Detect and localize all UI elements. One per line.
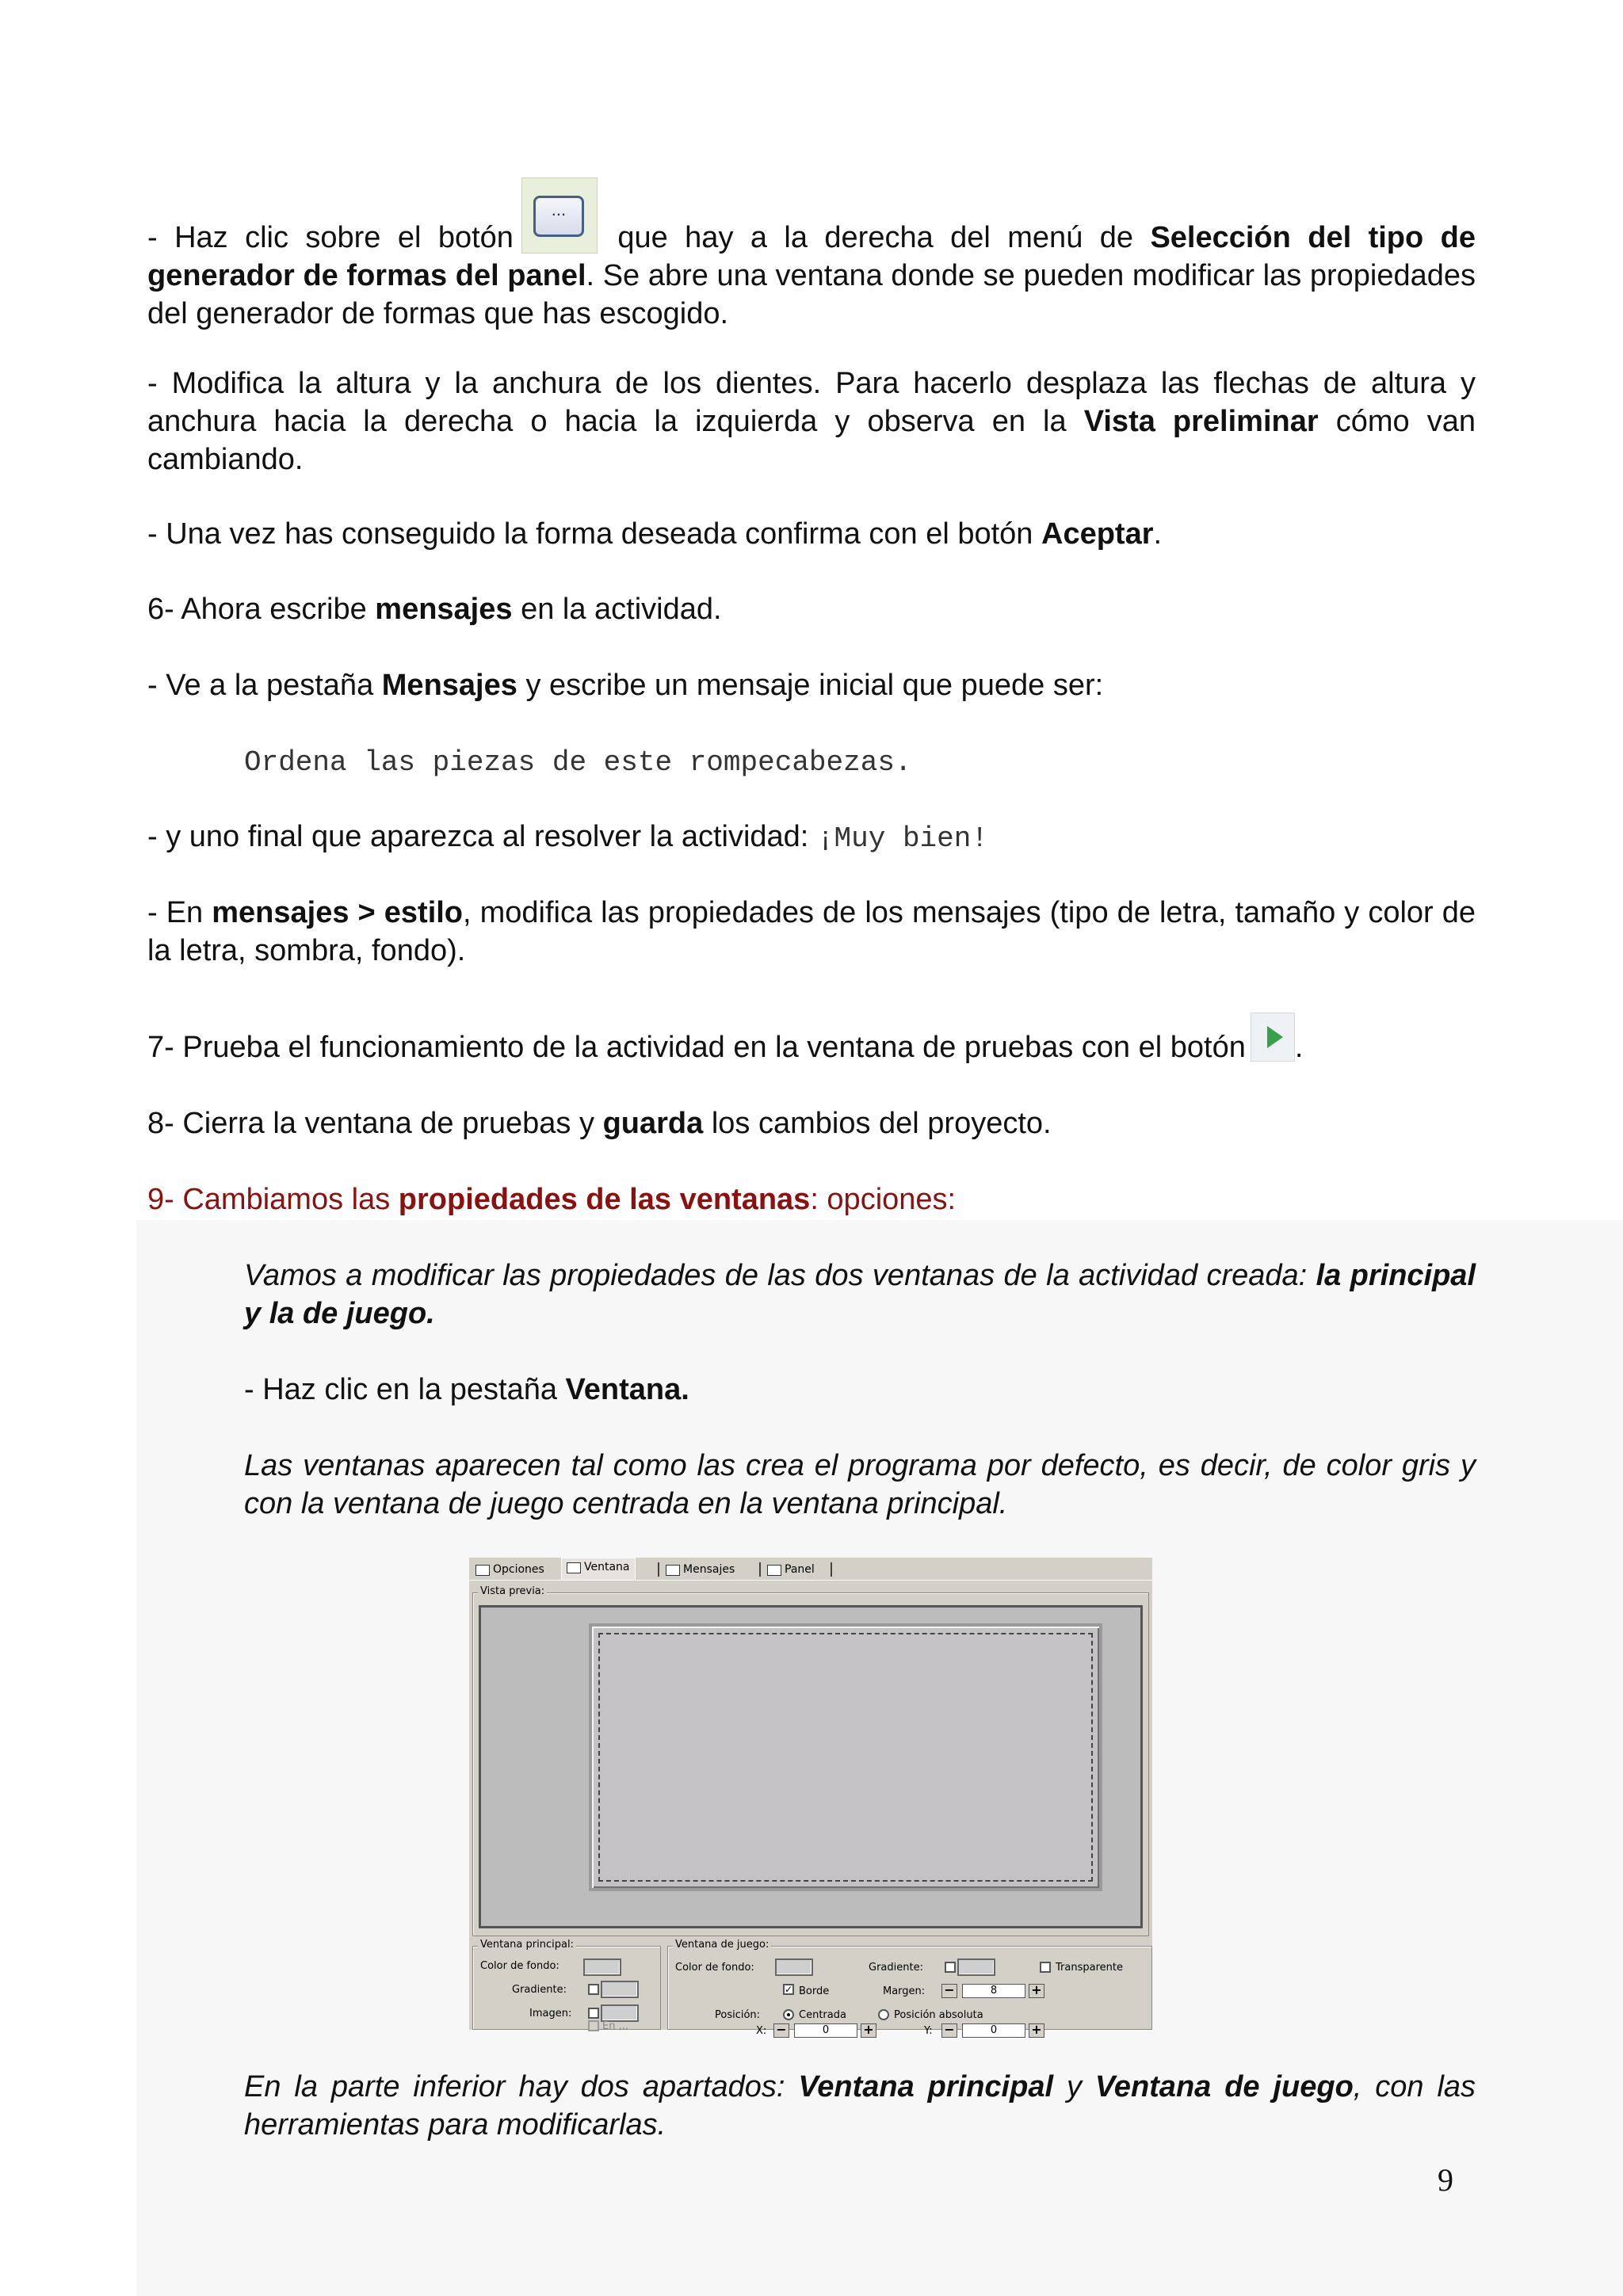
- paragraph-step-6: 6- Ahora escribe mensajes en la actividad.: [147, 593, 722, 626]
- window-icon: [567, 1562, 581, 1573]
- page-number: 9: [1438, 2162, 1453, 2198]
- tab-panel[interactable]: Panel: [762, 1561, 819, 1580]
- margin-stepper[interactable]: − 8 +: [941, 1984, 1046, 1998]
- main-en-checkbox[interactable]: [588, 2020, 599, 2031]
- main-image-checkbox[interactable]: [588, 2008, 599, 2019]
- options-icon: [475, 1565, 490, 1576]
- game-window-preview: [589, 1623, 1102, 1891]
- main-window-group: Ventana principal:: [472, 1946, 661, 2030]
- game-gradient-swatch[interactable]: [957, 1958, 995, 1976]
- preview-area: [479, 1605, 1143, 1928]
- tab-bar: [469, 1558, 1152, 1581]
- paragraph-message-style: - En mensajes > estilo, modifica las propiedades de los mensajes (tipo de letra, tamaño y color de la letra, sombra, fondo).: [147, 896, 1476, 967]
- tab-mensajes[interactable]: Mensajes: [661, 1561, 739, 1580]
- paragraph-step-7: 7- Prueba el funcionamiento de la actividad en la ventana de pruebas con el botón .: [147, 1028, 1476, 1066]
- paragraph-accept: - Una vez has conseguido la forma deseada confirma con el botón Aceptar.: [147, 517, 1163, 551]
- section-heading-step-9: 9- Cambiamos las propiedades de las ventanas: opciones:: [147, 1183, 957, 1216]
- paragraph-messages-tab: - Ve a la pestaña Mensajes y escribe un mensaje inicial que puede ser:: [147, 669, 1104, 702]
- preview-group: Vista previa:: [472, 1592, 1149, 1936]
- main-bg-color-swatch[interactable]: [583, 1958, 621, 1976]
- main-gradient-checkbox[interactable]: [588, 1984, 599, 1995]
- paragraph-final-message: - y uno final que aparezca al resolver la actividad: ¡Muy bien!: [147, 820, 988, 855]
- tab-ventana[interactable]: Ventana: [561, 1558, 636, 1580]
- ellipsis-button-icon: ...: [521, 177, 598, 254]
- paragraph-shape-generator: - Haz clic sobre el botón ... que hay a la derecha del menú de Selección del tipo de generador de formas del panel. Se abre una ventana donde se pueden modificar las propiedades del generador de formas que has escogido.: [147, 212, 1476, 333]
- messages-icon: [666, 1565, 680, 1576]
- tab-opciones[interactable]: Opciones: [471, 1561, 549, 1580]
- paragraph-default-windows: Las ventanas aparecen tal como las crea el programa por defecto, es decir, de color gris y con la ventana de juego centrada en la ventana principal.: [244, 1449, 1476, 1520]
- main-gradient-swatch[interactable]: [601, 1981, 639, 1998]
- game-window-group: Ventana de juego:: [667, 1946, 1152, 2030]
- y-stepper[interactable]: − 0 +: [941, 2023, 1046, 2038]
- x-stepper[interactable]: − 0 +: [773, 2023, 878, 2038]
- transparent-checkbox[interactable]: [1040, 1962, 1051, 1973]
- paragraph-window-tab: - Haz clic en la pestaña Ventana.: [244, 1373, 689, 1406]
- paragraph-teeth: - Modifica la altura y la anchura de los dientes. Para hacerlo desplaza las flechas de altura y anchura hacia la derecha o hacia la izquierda y observa en la Vista preliminar cómo van cambiando.: [147, 367, 1476, 476]
- centered-radio[interactable]: [783, 2009, 794, 2020]
- paragraph-step-8: 8- Cierra la ventana de pruebas y guarda los cambios del proyecto.: [147, 1107, 1052, 1140]
- paragraph-two-sections: En la parte inferior hay dos apartados: Ventana principal y Ventana de juego, con las herramientas para modificarlas.: [244, 2070, 1476, 2142]
- paragraph-modify-windows: Vamos a modificar las propiedades de las dos ventanas de la actividad creada: la principal y la de juego.: [244, 1259, 1476, 1330]
- window-properties-screenshot: Opciones Ventana Mensajes Panel Vista previa: Ventana principal: Color de fondo: Gradiente: Imagen: En ... Ventana de juego: Color de fondo: Gradiente: Transparente ✓ Borde Margen: − 8 + Posición: Centrada Posición absoluta X: − 0 + Y: − 0 +: [469, 1558, 1152, 2030]
- initial-message-example: Ordena las piezas de este rompecabezas.: [244, 746, 912, 779]
- border-checkbox[interactable]: ✓: [785, 1984, 793, 1995]
- main-image-swatch[interactable]: [601, 2004, 639, 2022]
- game-bg-color-swatch[interactable]: [775, 1958, 813, 1976]
- absolute-position-radio[interactable]: [878, 2009, 889, 2020]
- game-gradient-checkbox[interactable]: [945, 1962, 956, 1973]
- play-button-icon: [1251, 1013, 1295, 1062]
- panel-icon: [767, 1565, 781, 1576]
